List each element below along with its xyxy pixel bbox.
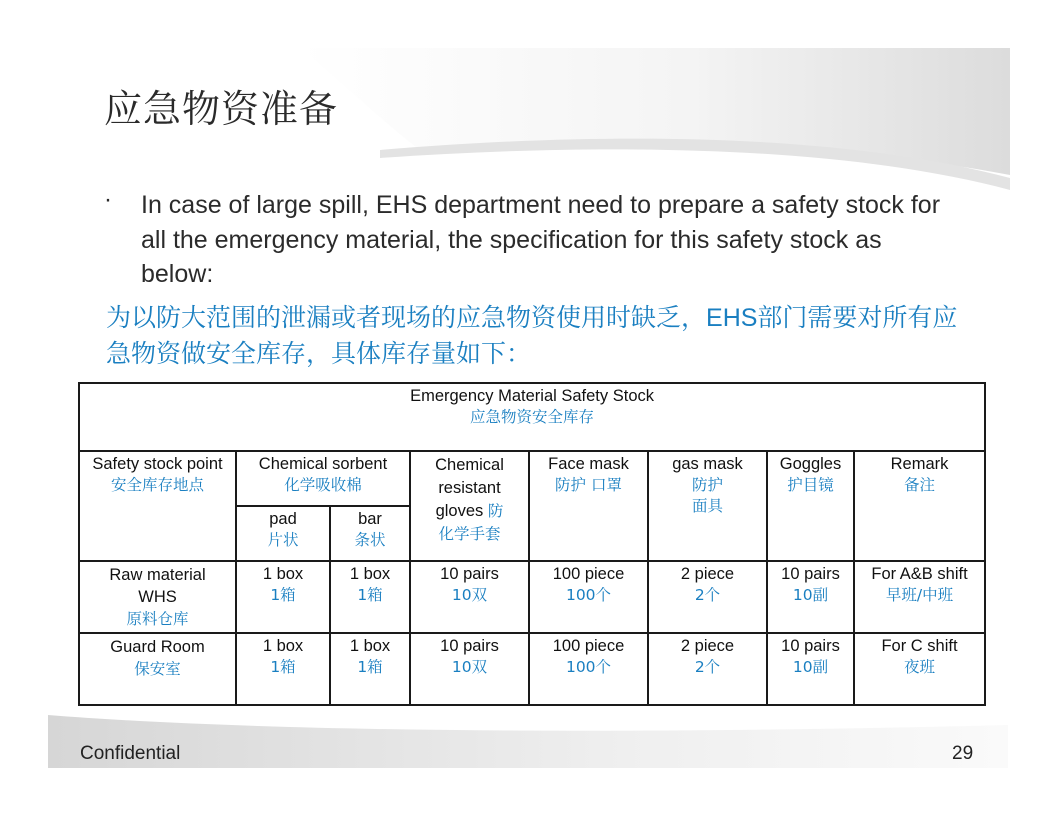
bullet-text: In case of large spill, EHS department need to prepare a safety stock for all the emergency material, the specification for this safety stock as below: [141, 191, 941, 288]
cell-pad-cn: 1箱 [270, 658, 296, 676]
chinese-note-ehs: EHS [706, 304, 758, 332]
header-bar-en: bar [358, 510, 382, 528]
footer-confidential: Confidential [80, 743, 181, 764]
cell-remark-cn: 夜班 [904, 658, 936, 676]
header-pad-en: pad [269, 510, 297, 528]
cell-pad-en: 1 box [262, 565, 304, 583]
table-caption-row [79, 383, 985, 451]
cell-pad-en: 1 box [262, 637, 304, 655]
cell-gasmask-en: 2 piece [680, 637, 735, 655]
header-gloves-cn-inline: 防 [487, 502, 504, 520]
table-row [79, 561, 985, 633]
cell-goggles [767, 561, 854, 633]
cell-goggles-cn: 10副 [792, 586, 829, 604]
header-sorbent-en: Chemical sorbent [258, 455, 388, 473]
header-gloves-en: Chemical resistant gloves [435, 456, 504, 520]
header-bar [330, 506, 410, 561]
cell-pad-cn: 1箱 [270, 586, 296, 604]
cell-gloves-cn: 10双 [451, 586, 488, 604]
header-gasmask-cn1: 防护 [691, 476, 723, 494]
header-remark [854, 451, 985, 561]
cell-remark-cn: 早班/中班 [885, 586, 954, 604]
cell-point-cn: 原料仓库 [126, 610, 189, 628]
header-facemask-cn: 防护 口罩 [555, 476, 622, 494]
cell-bar-cn: 1箱 [357, 586, 383, 604]
chinese-note-part1: 为以防大范围的泄漏或者现场的应急物资使用时缺乏， [106, 303, 707, 332]
header-point [79, 451, 236, 561]
header-gasmask-en: gas mask [672, 455, 743, 473]
cell-bar-en: 1 box [349, 637, 391, 655]
cell-facemask-cn: 100个 [565, 586, 612, 604]
table-caption [79, 383, 985, 451]
cell-pad [236, 561, 330, 633]
cell-facemask [529, 561, 648, 633]
bullet-marker: · [104, 186, 112, 213]
cell-gloves [410, 633, 529, 705]
cell-facemask-cn: 100个 [565, 658, 612, 676]
header-remark-en: Remark [890, 455, 949, 473]
cell-point-en: Raw material WHS [109, 566, 206, 606]
header-gloves [410, 451, 529, 561]
header-goggles-en: Goggles [779, 455, 842, 473]
table-caption-cn: 应急物资安全库存 [470, 408, 595, 426]
cell-gloves-en: 10 pairs [440, 637, 499, 655]
header-bar-cn: 条状 [354, 531, 386, 549]
cell-gasmask-cn: 2个 [694, 586, 721, 604]
cell-facemask-en: 100 piece [552, 637, 625, 655]
table-row [79, 633, 985, 705]
table-header-row [79, 451, 985, 506]
cell-bar [330, 561, 410, 633]
page-number: 29 [952, 743, 974, 764]
cell-gasmask-en: 2 piece [680, 565, 735, 583]
header-gasmask-cn2: 面具 [691, 497, 723, 515]
cell-bar-en: 1 box [349, 565, 391, 583]
cell-gloves-en: 10 pairs [440, 565, 499, 583]
header-sorbent-cn: 化学吸收棉 [284, 476, 362, 494]
cell-gasmask [648, 633, 767, 705]
cell-goggles-en: 10 pairs [781, 637, 840, 655]
header-goggles [767, 451, 854, 561]
cell-remark-en: For C shift [881, 637, 958, 655]
safety-stock-table-wrapper [78, 382, 984, 704]
header-pad [236, 506, 330, 561]
chinese-note [106, 300, 966, 372]
cell-remark [854, 561, 985, 633]
header-pad-cn: 片状 [267, 531, 299, 549]
cell-goggles-cn: 10副 [792, 658, 829, 676]
cell-point-en: Guard Room [110, 638, 205, 656]
cell-facemask-en: 100 piece [552, 565, 625, 583]
cell-point [79, 633, 236, 705]
cell-point-cn: 保安室 [134, 660, 181, 678]
table-caption-en: Emergency Material Safety Stock [410, 387, 654, 405]
slide-title: 应急物资准备 [104, 87, 339, 131]
cell-gloves-cn: 10双 [451, 658, 488, 676]
cell-remark-en: For A&B shift [871, 565, 968, 583]
header-point-en: Safety stock point [92, 455, 223, 473]
cell-gasmask [648, 561, 767, 633]
header-gasmask [648, 451, 767, 561]
cell-goggles-en: 10 pairs [781, 565, 840, 583]
safety-stock-table [78, 382, 986, 706]
cell-remark [854, 633, 985, 705]
header-remark-cn: 备注 [904, 476, 936, 494]
cell-pad [236, 633, 330, 705]
header-sorbent [236, 451, 410, 506]
header-point-cn: 安全库存地点 [110, 476, 204, 494]
cell-gasmask-cn: 2个 [694, 658, 721, 676]
chinese-note-part2: 部门需要对所有应急物资做安全库存，具体库存量如下： [106, 303, 958, 368]
cell-bar-cn: 1箱 [357, 658, 383, 676]
header-gloves-cn: 化学手套 [438, 525, 501, 543]
header-facemask-en: Face mask [548, 455, 629, 473]
cell-facemask [529, 633, 648, 705]
cell-bar [330, 633, 410, 705]
cell-gloves [410, 561, 529, 633]
cell-goggles [767, 633, 854, 705]
header-goggles-cn: 护目镜 [787, 476, 834, 494]
cell-point [79, 561, 236, 633]
header-facemask [529, 451, 648, 561]
